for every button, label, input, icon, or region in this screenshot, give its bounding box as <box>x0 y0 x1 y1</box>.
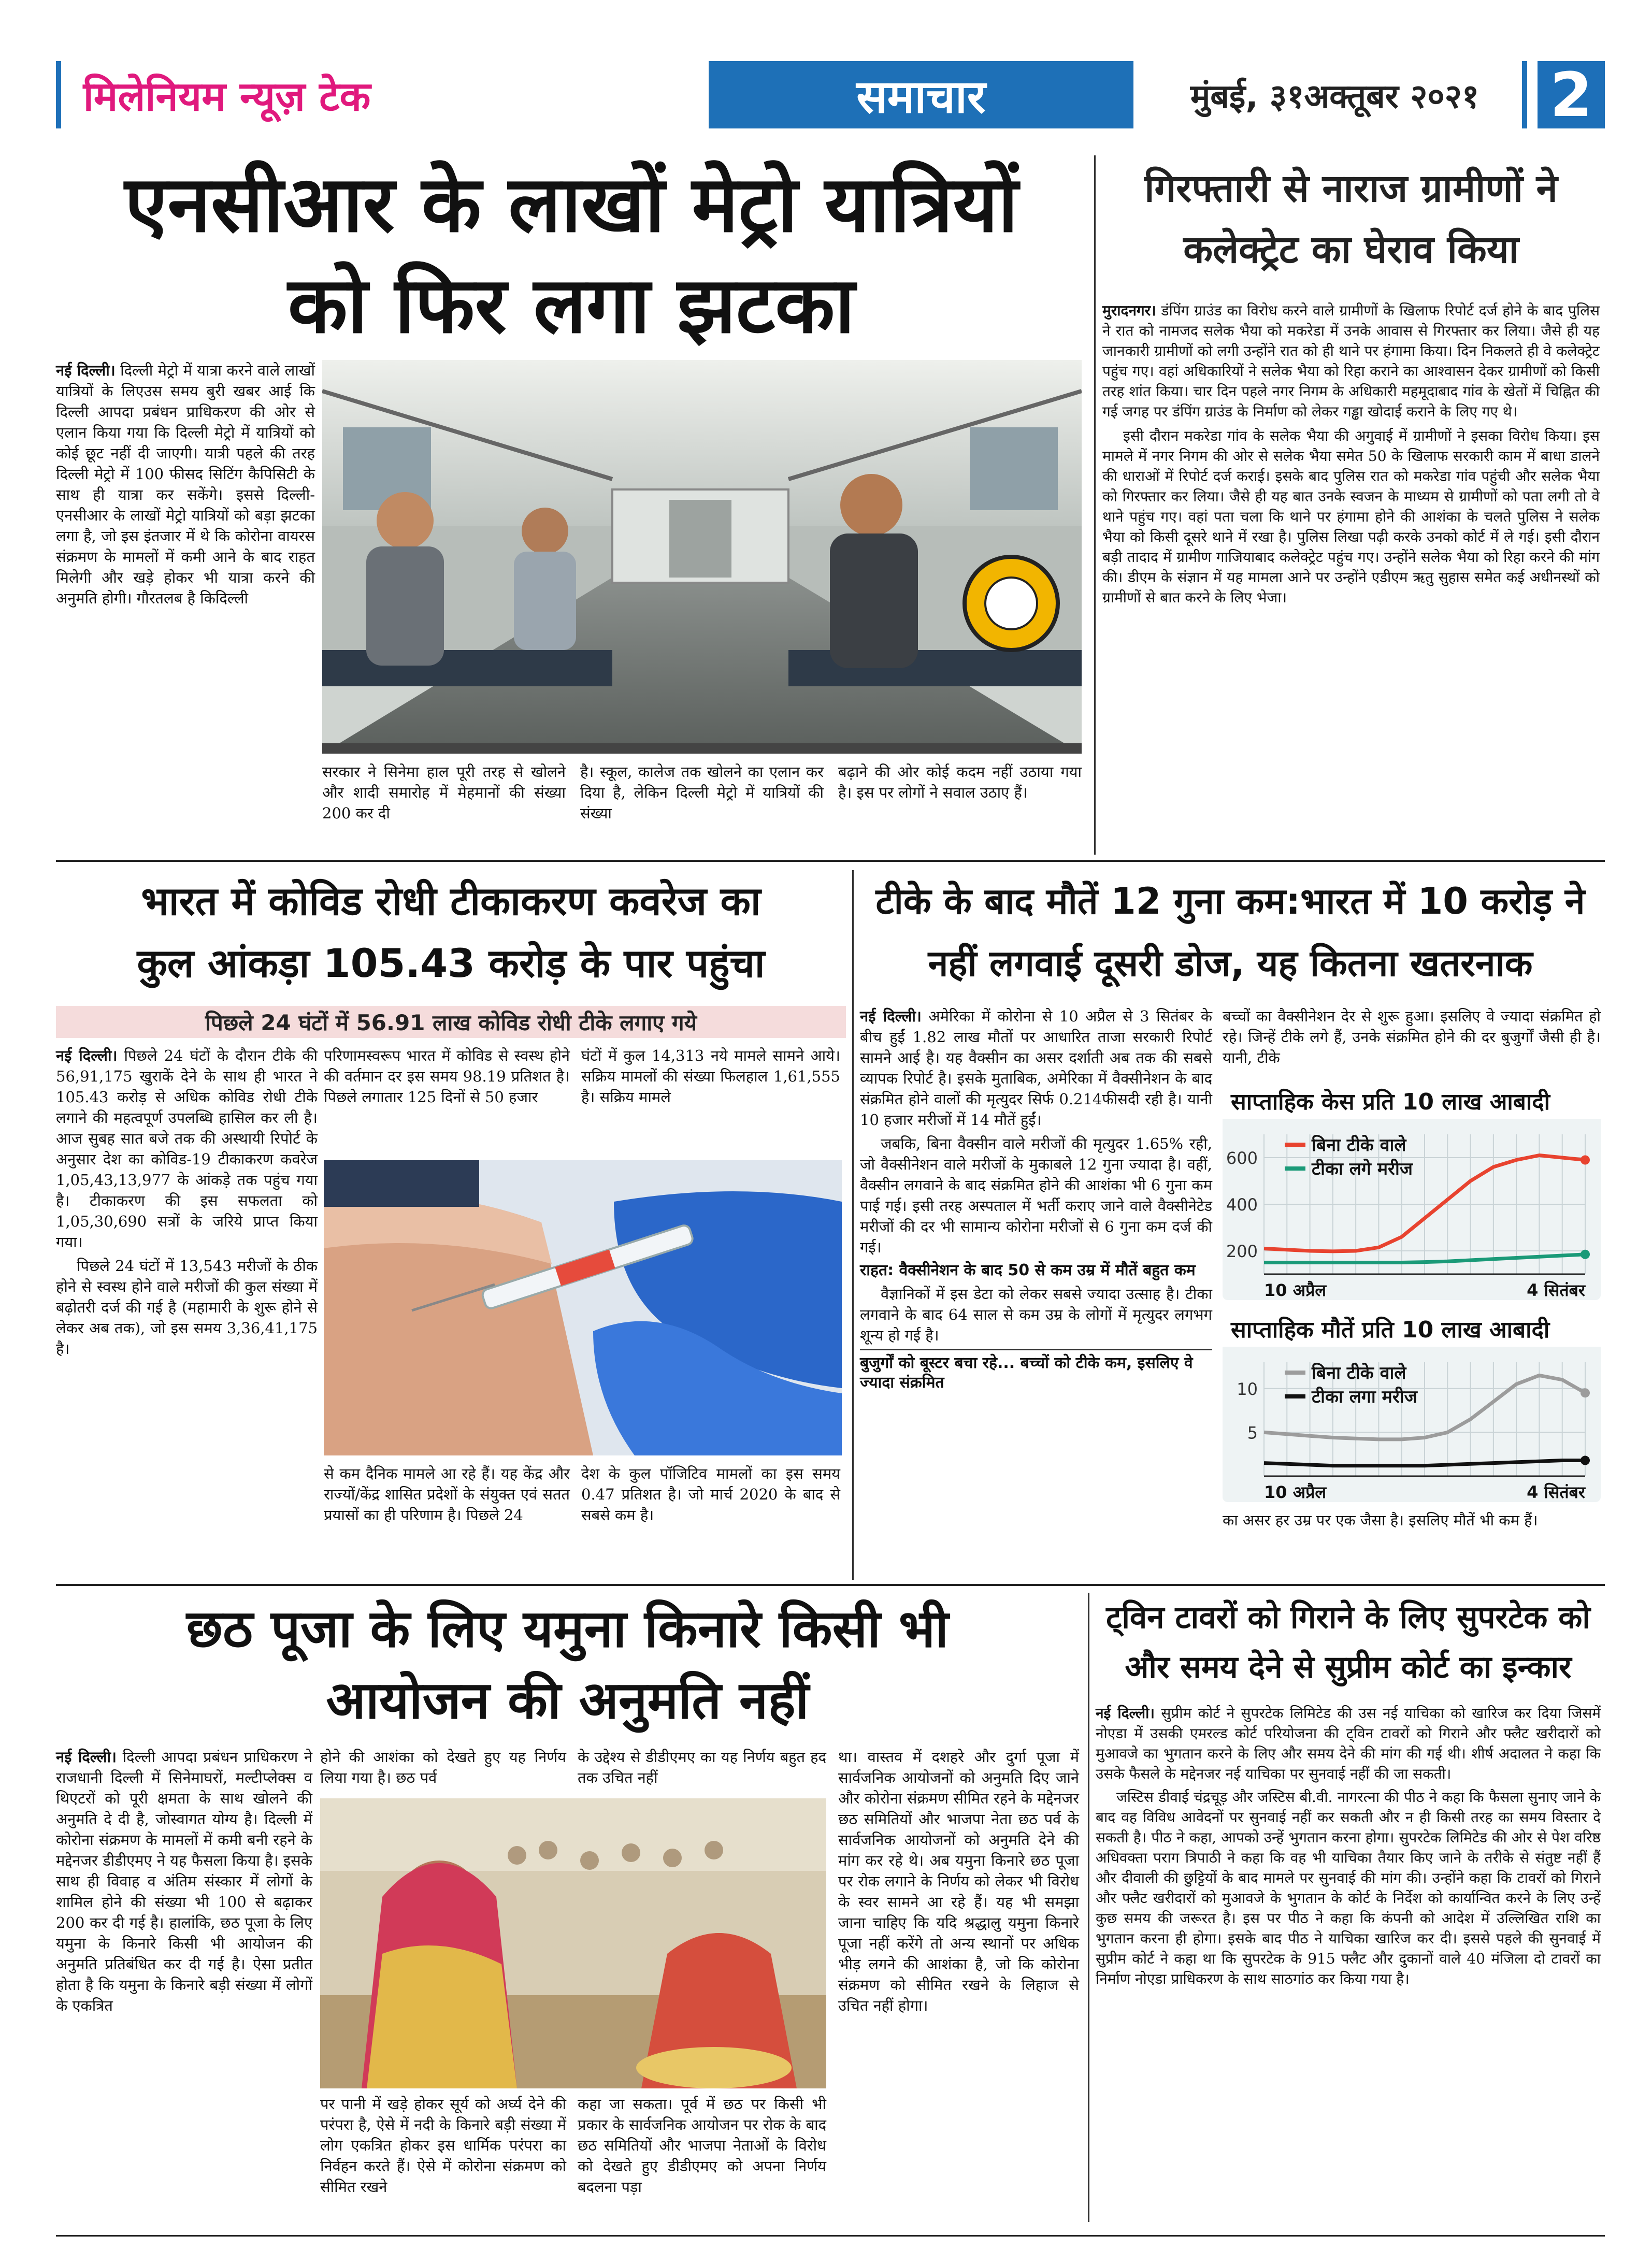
series-end-point <box>1581 1250 1590 1259</box>
y-tick-label: 400 <box>1226 1195 1258 1215</box>
deaths-chart-plot <box>1223 1347 1601 1502</box>
page-number-bar <box>1522 61 1527 128</box>
chhath-col2-top: होने की आशंका को देखते हुए यह निर्णय लिया गया है। छठ पर्व <box>320 1748 566 1786</box>
deaths-para3: वैज्ञानिकों में इस डेटा को लेकर सबसे ज्यादा उत्साह है। टीका लगवाने के बाद 64 साल से कम उम्र के लोगों में मृत्युदर लगभग शून्य हो गई है। <box>860 1285 1212 1344</box>
twin-headline-line2: और समय देने से सुप्रीम कोर्ट का इन्कार <box>1125 1649 1572 1685</box>
vaccine-headline-line2: कुल आंकड़ा 105.43 करोड़ के पार पहुंचा <box>137 940 765 986</box>
masthead-left-bar <box>56 61 61 128</box>
column-rule <box>1088 1593 1089 2222</box>
metro-train-photo <box>322 360 1082 754</box>
vaccine-injection-illustration <box>324 1160 842 1455</box>
x-end-label: 4 सितंबर <box>1527 1482 1585 1502</box>
deaths-headline-line2: नहीं लगवाई दूसरी डोज, यह कितना खतरनाक <box>928 942 1533 985</box>
vaccine-col2-top: परिणामस्वरूप भारत में कोविड से स्वस्थ होने की वर्तमान दर इस समय 98.19 प्रतिशत है।पिछले लगातार 125 दिनों से 50 हजार <box>324 1047 570 1106</box>
deaths-headline-line1: टीके के बाद मौतें 12 गुना कम:भारत में 10 करोड़ ने <box>875 880 1585 922</box>
chhath-col3-bottom: कहा जा सकता। पूर्व में छठ पर किसी भी प्रकार के सार्वजनिक आयोजन पर रोक के बाद छठ समितियों और भाजपा नेताओं के विरोध को देखते हुए डीडीएमए को अपना निर्णय बदलना पड़ा <box>578 2095 826 2196</box>
arrest-para1-text: डंपिंग ग्राउंड का विरोध करने वाले ग्रामीणों के खिलाफ रिपोर्ट दर्ज होने के बाद पुलिस ने रात को नामजद सलेक भैया को मकरेडा में उनके आवास से गिरफ्तार कर लिया। जैसे ही यह जानकारी ग्रामीणों को लगी उन्होंने रात को ही थाने पर हंगामा किया। दिन निकलते ही वे कलेक्ट्रेट पहुंच गए। वहां अधिकारियों ने सलेक भैया को रिहा कराने का आश्वासन देकर ग्रामीणों को किसी तरह शांत किया। चार दिन पहले नगर निगम के अधिकारी महमूदाबाद गांव के खेतों में चिह्नित की गई जगह पर डंपिंग ग्राउंड के निर्माण को लेकर गड्ढा खोदाई कराने के लिए गए थे। <box>1102 302 1600 420</box>
vaccine-col3-bottom: देश के कुल पॉजिटिव मामलों का इस समय 0.47 प्रतिशत है। जो मार्च 2020 के बाद से सबसे कम है। <box>581 1465 840 1524</box>
series-end-point <box>1581 1456 1590 1465</box>
y-tick-label: 10 <box>1237 1379 1258 1399</box>
deaths-col1 <box>860 1006 1212 1396</box>
metro-headline <box>56 155 1087 357</box>
vaccine-col1a <box>56 1045 318 1252</box>
chhath-col2-bottom: पर पानी में खड़े होकर सूर्य को अर्घ्य देने की परंपरा है, ऐसे में नदी के किनारे बड़ी संख्या में लोग एकत्रित होकर इस धार्मिक परंपरा का निर्वहन करते हैं। ऐसे में कोरोना संक्रमण को सीमित रखने <box>320 2095 566 2196</box>
vaccine-col3-top: घंटों में कुल 14,313 नये मामले सामने आये।सक्रिय मामलों की संख्या फिलहाल 1,61,555 है। सक्रिय मामले <box>581 1047 840 1106</box>
deaths-dateline: नई दिल्ली। <box>860 1007 922 1025</box>
chhath-col4: था। वास्तव में दशहरे और दुर्गा पूजा में सार्वजनिक आयोजनों को अनुमति दिए जाने और कोरोना संक्रमण सीमित रहने के मद्देनजर छठ समितियों और भाजपा नेता छठ पर्व के सार्वजनिक आयोजनों को अनुमति देने की मांग कर रहे थे। अब यमुना किनारे छठ पूजा पर रोक लगाने के निर्णय को लेकर भी विरोध के स्वर सामने आ रहे हैं। यह भी समझा जाना चाहिए कि यदि श्रद्धालु यमुना किनारे पूजा नहीं करेंगे तो अन्य स्थानों पर अधिक भीड़ लगने की आशंका है, जो कि कोरोना संक्रमण को सीमित रखने के लिहाज से उचित नहीं होगा। <box>838 1748 1079 2014</box>
deaths-para1 <box>860 1006 1212 1130</box>
section-divider <box>56 1584 1605 1586</box>
section-name: समाचार <box>709 61 1133 128</box>
metro-col4: बढ़ाने की ओर कोई कदम नहीं उठाया गया है। इस पर लोगों ने सवाल उठाए हैं। <box>838 763 1082 801</box>
vaccine-headline <box>56 870 846 994</box>
vaccine-col1a-text: पिछले 24 घंटों के दौरान टीके की 56,91,175 खुराकें देने के साथ ही भारत ने 105.43 करोड़ से अधिक कोविड रोधी टीके लगाने की महत्वपूर्ण उपलब्धि हासिल कर ली है। आज सुबह सात बजे तक की अस्थायी रिपोर्ट के अनुसार देश का कोविड-19 टीकाकरण कवरेज 1,05,43,13,977 के आंकड़े तक पहुंच गया है। टीकाकरण की इस सफलता को 1,05,30,690 सत्रों के जरिये प्राप्त किया गया। <box>56 1047 318 1251</box>
vaccine-col1b: पिछले 24 घंटों में 13,543 मरीजों के ठीक होने से स्वस्थ होने वाले मरीजों की कुल संख्या में बढ़ोतरी दर्ज की गई है (महामारी के शुरू होने से लेकर अब तक), जो इस समय 3,36,41,175 है। <box>56 1257 318 1358</box>
page-bottom-rule <box>56 2235 1605 2237</box>
deaths-headline <box>860 870 1601 994</box>
metro-train-illustration <box>322 360 1082 754</box>
metro-col1 <box>56 360 315 609</box>
cases-chart-plot <box>1223 1119 1601 1300</box>
chhath-col1 <box>56 1747 312 2016</box>
x-start-label: 10 अप्रैल <box>1264 1280 1327 1300</box>
column-rule <box>1094 155 1096 855</box>
deaths-chart-title: साप्ताहिक मौतें प्रति 10 लाख आबादी <box>1223 1310 1601 1347</box>
legend-label: बिना टीके वाले <box>1312 1363 1406 1383</box>
metro-col1-text: दिल्ली मेट्रो में यात्रा करने वाले लाखों यात्रियों के लिएउस समय बुरी खबर आई कि दिल्ली आपदा प्रबंधन प्राधिकरण की ओर से एलान किया गया कि दिल्ली मेट्रो में यात्रियों को कोई छूट नहीं दी जाएगी। यात्री पहले की तरह दिल्ली मेट्रो में 100 फीसद सिटिंग कैपिसिटी के साथ ही यात्रा कर सकेंगे। इससे दिल्ली-एनसीआर के लाखों मेट्रो यात्रियों को बड़ा झटका लगा है, जो इस इंतजार में थे कि कोरोना वायरस संक्रमण के मामलों में कमी आने के बाद राहत मिलेगी और खड़े होकर भी यात्रा करने की अनुमति होगी। गौरतलब है किदिल्ली <box>56 362 315 607</box>
arrest-para1 <box>1102 300 1600 422</box>
y-tick-label: 5 <box>1247 1423 1258 1443</box>
issue-date: मुंबई, ३१अक्तूबर २०२१ <box>1190 77 1479 116</box>
legend-label: बिना टीके वाले <box>1312 1135 1406 1156</box>
legend-label: टीका लगे मरीज <box>1312 1159 1413 1179</box>
deaths-para1-text: अमेरिका में कोरोना से 10 अप्रैल से 3 सितंबर के बीच हुईं 1.82 लाख मौतों पर आधारित ताजा सरकारी रिपोर्ट सामने आई है। यह वैक्सीन का असर दर्शाती अब तक की सबसे व्यापक रिपोर्ट है। इसके मुताबिक, अमेरिका में वैक्सीनेशन के बाद संक्रमित होने वालों की मृत्युदर सिर्फ 0.214फीसदी रही है। यानी 10 हजार मरीजों में 14 मौतें हुईं। <box>860 1007 1213 1129</box>
chhath-puja-illustration <box>320 1798 826 2088</box>
deaths-para2: जबकि, बिना वैक्सीन वाले मरीजों की मृत्युदर 1.65% रही, जो वैक्सीनेशन वाले मरीजों के मुकाबले 12 गुना ज्यादा है। वहीं, वैक्सीन लगवाने के बाद संक्रमित होने की आशंका भी 6 गुना कम पाई गई। इसी तरह अस्पताल में भर्ती कराए जाने वाले वैक्सीनेटेड मरीजों की दर भी सामान्य कोरोना मरीजों से 6 गुना कम दर्ज की गई। <box>860 1135 1212 1256</box>
twin-headline <box>1096 1593 1601 1692</box>
x-start-label: 10 अप्रैल <box>1264 1482 1327 1502</box>
arrest-dateline: मुरादनगर। <box>1102 302 1156 319</box>
twin-para2: जस्टिस डीवाई चंद्रचूड़ और जस्टिस बी.वी. नागरत्ना की पीठ ने कहा कि फैसला सुनाए जाने के बाद वह विविध आवेदनों पर सुनवाई नहीं कर सकती और न ही किसी तरह का समय विस्तार दे सकती है। पीठ ने कहा, आपको उन्हें भुगतान करना होगा। सुपरटेक लिमिटेड की ओर से पेश वरिष्ठ अधिवक्ता पराग त्रिपाठी ने कहा कि वह भी याचिका तैयार किए जाने के तरीके से संतुष्ट नहीं हैं और दीवाली की छुट्टियों के बाद मामले पर सुनवाई की मांग की। उन्होंने कहा कि टावरों को गिराने और फ्लैट खरीदारों को मुआवजे के भुगतान के कोर्ट के निर्देश को कार्यान्वित करने के लिए उन्हें कुछ समय की जरूरत है। इस पर पीठ ने कहा कि कंपनी को आदेश में उल्लिखित राशि का भुगतान करना ही होगा। इसके बाद पीठ ने याचिका खारिज कर दी। इससे पहले की सुनवाई में सुप्रीम कोर्ट ने कहा था कि सुपरटेक के 915 फ्लैट और दुकानों वाले 40 मंजिला दो टावरों का निर्माण नोएडा प्राधिकरण के साथ साठगांठ कर किया गया है। <box>1096 1789 1601 1987</box>
metro-headline-line1: एनसीआर के लाखों मेट्रो यात्रियों <box>124 160 1018 250</box>
metro-dateline: नई दिल्ली। <box>56 362 116 379</box>
chhath-dateline: नई दिल्ली। <box>56 1748 117 1766</box>
cases-chart <box>1223 1083 1601 1300</box>
x-end-label: 4 सितंबर <box>1527 1280 1585 1300</box>
legend-label: टीका लगा मरीज <box>1312 1387 1417 1407</box>
twin-body <box>1096 1703 1601 1989</box>
column-rule <box>852 870 854 1580</box>
series-end-point <box>1581 1388 1590 1397</box>
vaccine-headline-line1: भारत में कोविड रोधी टीकाकरण कवरेज का <box>141 878 761 924</box>
metro-col3: है। स्कूल, कालेज तक खोलने का एलान कर दिया है, लेकिन दिल्ली मेट्रो में यात्रियों की संख्या <box>580 763 824 822</box>
vaccine-col1 <box>56 1045 318 1359</box>
metro-col2: सरकार ने सिनेमा हाल पूरी तरह से खोलने और शादी समारोह में मेहमानों की संख्या 200 कर दी <box>322 763 566 822</box>
deaths-right-bottom: का असर हर उम्र पर एक जैसा है। इसलिए मौतें भी कम हैं। <box>1223 1511 1538 1529</box>
chhath-col1-text: दिल्ली आपदा प्रबंधन प्राधिकरण ने राजधानी दिल्ली में सिनेमाघरों, मल्टीप्लेक्स व थिएटरों को पूरी क्षमता के साथ खोलने की अनुमति दे दी है, जोस्वागत योग्य है। दिल्ली में कोरोना संक्रमण के मामलों में कमी बनी रहने के मद्देनजर डीडीएमए ने यह फैसला किया है। इसके साथ ही विवाह व अंतिम संस्कार में लोगों के शामिल होने की संख्या भी 100 से बढ़ाकर 200 कर दी गई है। हालांकि, छठ पूजा के लिए यमुना के किनारे किसी भी आयोजन की अनुमति प्रतिबंधित कर दी गई है। ऐसा प्रतीत होता है कि यमुना के किनारे बड़ी संख्या में लोगों के एकत्रित <box>56 1748 312 2014</box>
twin-para1-text: सुप्रीम कोर्ट ने सुपरटेक लिमिटेड की उस नई याचिका को खारिज कर दिया जिसमें नोएडा में उसकी एमरल्ड कोर्ट परियोजना की ट्विन टावरों को गिराने और फ्लैट खरीदारों को मुआवजे का भुगतान करने के लिए और समय देने की मांग की गई थी। शीर्ष अदालत ने कहा कि उसके फैसले के मद्देनजर नई याचिका पर सुनवाई नहीं की जा सकती। <box>1096 1705 1601 1782</box>
page-number: 2 <box>1538 61 1605 128</box>
brand-name: मिलेनियम न्यूज़ टेक <box>83 74 371 120</box>
vaccine-photo <box>324 1160 842 1455</box>
deaths-chart <box>1223 1310 1601 1502</box>
twin-headline-line1: ट्विन टावरों को गिराने के लिए सुपरटेक को <box>1106 1599 1590 1636</box>
vaccine-dateline: नई दिल्ली। <box>56 1047 118 1064</box>
cases-chart-title: साप्ताहिक केस प्रति 10 लाख आबादी <box>1223 1083 1601 1119</box>
deaths-subhead-relief: राहत: वैक्सीनेशन के बाद 50 से कम उम्र में मौतें बहुत कम <box>860 1261 1196 1279</box>
metro-headline-line2: को फिर लगा झटका <box>288 261 855 351</box>
y-tick-label: 200 <box>1226 1242 1258 1261</box>
section-divider <box>56 860 1605 862</box>
y-tick-label: 600 <box>1226 1148 1258 1168</box>
twin-dateline: नई दिल्ली। <box>1096 1705 1155 1722</box>
chhath-headline-line1: छठ पूजा के लिए यमुना किनारे किसी भी <box>186 1598 949 1659</box>
arrest-para2: इसी दौरान मकरेडा गांव के सलेक भैया की अगुवाई में ग्रामीणों ने इसका विरोध किया। इस मामले में नगर निगम की ओर से सलेक भैया समेत 50 के खिलाफ सरकारी काम में बाधा डालने की धाराओं में रिपोर्ट दर्ज कराई। इसके बाद पुलिस रात को मकरेडा गांव पहुंची और सलेक भैया को गिरफ्तार कर लिया। जैसे ही यह बात उनके स्वजन के माध्यम से ग्रामीणों को पता लगी तो वे थाने पहुंच गए। वहां पता चला कि थाने पर हंगामा होने की आशंका के चलते पुलिस ने सलेक भैया को किसी दूसरे थाने में रखा है। पुलिस लिखा पढ़ी करके उनको कोर्ट में ले गई। इसी दौरान बड़ी तादाद में ग्रामीण गाजियाबाद कलेक्ट्रेट पहुंच गए। उन्होंने सलेक भैया को रिहा करने की मांग की। डीएम के संज्ञान में यह मामला आने पर उन्होंने एडीएम ऋतु सुहास समेत कई अधीनस्थों को ग्रामीणों से बात करने के लिए भेजा। <box>1102 427 1600 606</box>
twin-para1 <box>1096 1703 1601 1784</box>
vaccine-col2-bottom: से कम दैनिक मामले आ रहे हैं। यह केंद्र और राज्यों/केंद्र शासित प्रदेशों के संयुक्त एवं सतत प्रयासों का ही परिणाम है। पिछले 24 <box>324 1465 570 1524</box>
chhath-col3-top: के उद्देश्य से डीडीएमए का यह निर्णय बहुत हद तक उचित नहीं <box>578 1748 826 1786</box>
arrest-headline <box>1102 158 1600 280</box>
arrest-headline-line1: गिरफ्तारी से नाराज ग्रामीणों ने <box>1144 166 1558 211</box>
deaths-right-top: बच्चों का वैक्सीनेशन देर से शुरू हुआ। इसलिए वे ज्यादा संक्रमित हो रहे। जिन्हें टीके लगे हैं, उनके संक्रमित होने की दर बुजुर्गों जैसी ही है। यानी, टीके <box>1223 1007 1601 1066</box>
chhath-headline-line2: आयोजन की अनुमति नहीं <box>326 1669 809 1731</box>
masthead <box>56 59 1605 131</box>
chhath-puja-photo <box>320 1798 826 2088</box>
chhath-headline <box>56 1593 1079 1736</box>
arrest-body <box>1102 300 1600 608</box>
series-end-point <box>1581 1156 1590 1165</box>
deaths-subhead-booster: बुजुर्गों को बूस्टर बचा रहे... बच्चों को टीके कम, इसलिए वे ज्यादा संक्रमित <box>860 1349 1212 1393</box>
arrest-headline-line2: कलेक्ट्रेट का घेराव किया <box>1183 227 1519 272</box>
vaccine-strap: पिछले 24 घंटों में 56.91 लाख कोविड रोधी टीके लगाए गये <box>56 1006 846 1038</box>
